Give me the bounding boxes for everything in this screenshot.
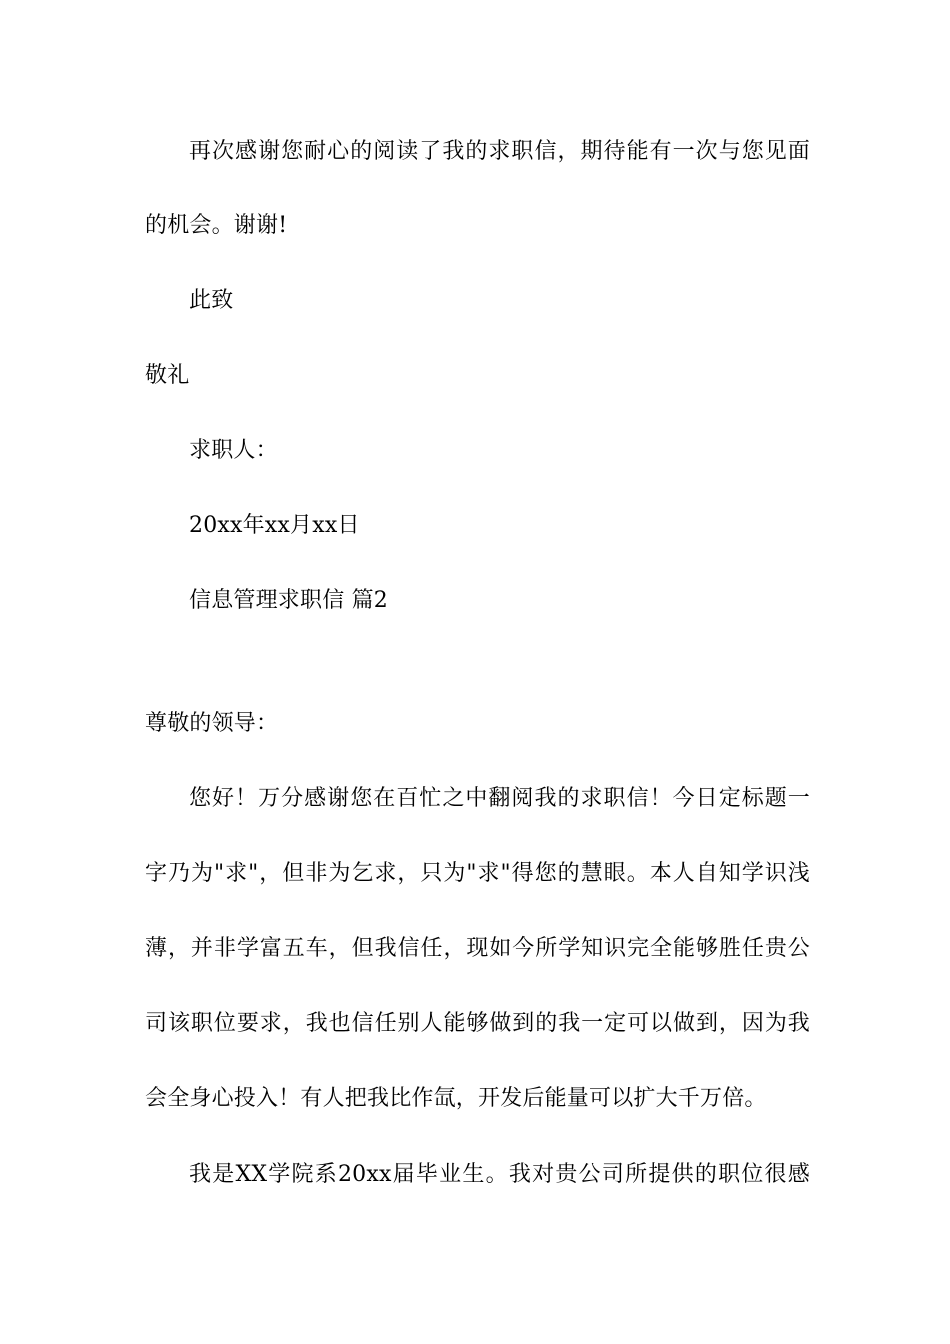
body-paragraph-1-line-3: 薄，并非学富五车，但我信任，现如今所学知识完全能够胜任贵公	[145, 936, 810, 961]
body-paragraph-2-line-1: 我是XX学院系20xx届毕业生。我对贵公司所提供的职位很感	[189, 1162, 810, 1187]
body-paragraph-1-line-2: 字乃为"求"，但非为乞求，只为"求"得您的慧眼。本人自知学识浅	[145, 861, 810, 886]
paragraph-thanks-line-2: 的机会。谢谢!	[145, 213, 288, 238]
closing-respect: 敬礼	[145, 363, 190, 388]
applicant-label: 求职人：	[189, 438, 278, 463]
greeting: 尊敬的领导：	[145, 711, 279, 736]
paragraph-thanks-line-1: 再次感谢您耐心的阅读了我的求职信，期待能有一次与您见面	[189, 139, 810, 164]
closing-salutation: 此致	[189, 288, 234, 313]
body-paragraph-1-line-1: 您好！万分感谢您在百忙之中翻阅我的求职信！今日定标题一	[189, 786, 810, 811]
body-paragraph-1-line-4: 司该职位要求，我也信任别人能够做到的我一定可以做到，因为我	[145, 1011, 810, 1036]
letter-date: 20xx年xx月xx日	[189, 513, 360, 538]
body-paragraph-1-line-5: 会全身心投入！有人把我比作氙，开发后能量可以扩大千万倍。	[145, 1086, 767, 1111]
section-title: 信息管理求职信 篇2	[189, 588, 388, 613]
